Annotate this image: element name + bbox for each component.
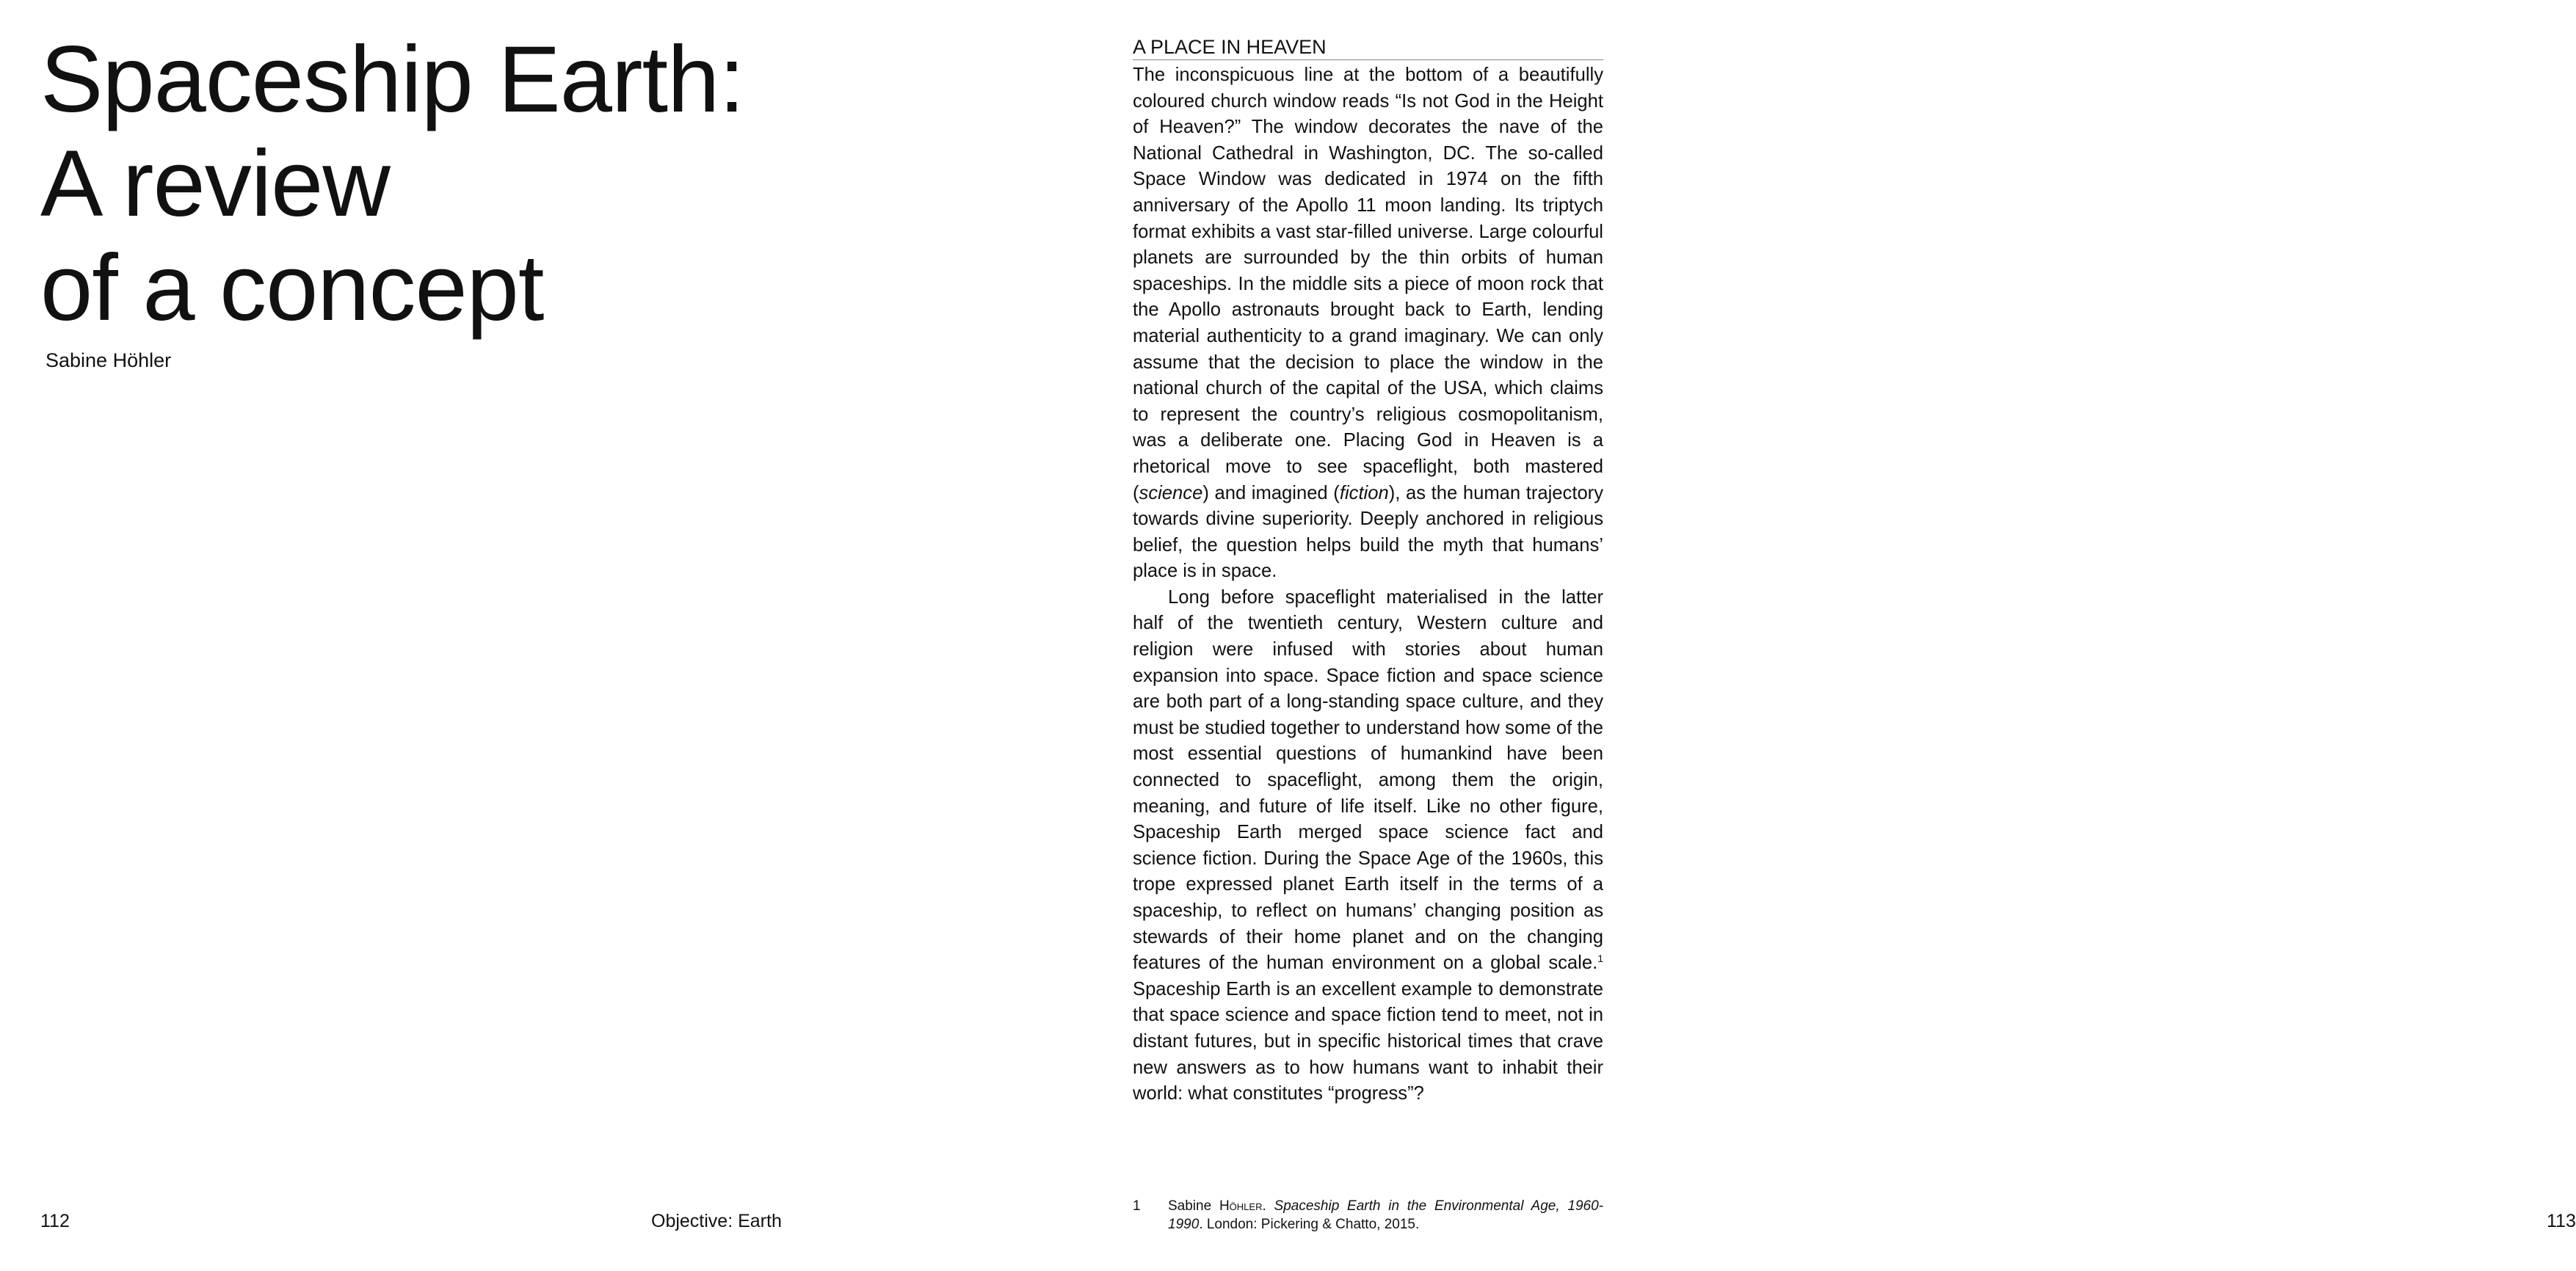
footnote bbox=[1133, 1197, 1603, 1234]
paragraph-1-part-1: The inconspicuous line at the bottom of a beautifully coloured church window reads “Is not God in the Height of Heaven?” The window decorates the nave of the National Cathedral in Washington, DC. The so-called Space Window was dedicated in 1974 on the fifth anniversary of the Apollo 11 moon landing. Its triptych format exhibits a vast star-filled universe. Large colourful planets are surrounded by the thin orbits of human spaceships. In the middle sits a piece of moon rock that the Apollo astronauts brought back to Earth, lending material authenticity to a grand imaginary. We can only assume that the decision to place the window in the national church of the capital of the USA, which claims to represent the country’s religious cosmopolitanism, was a deliberate one. Placing God in Heaven is a rhetorical move to see spaceflight, both mastered ( bbox=[1133, 65, 1603, 503]
title-line-2: A review bbox=[40, 131, 390, 236]
emphasis-fiction: fiction bbox=[1339, 482, 1389, 503]
footnote-book-title: Spaceship Earth in the Environmental Age, 1960-1990 bbox=[1168, 1198, 1603, 1232]
footnote-author-first: Sabine bbox=[1168, 1198, 1219, 1214]
article-title bbox=[40, 28, 744, 340]
footnote-publication: . London: Pickering & Chatto, 2015. bbox=[1199, 1217, 1420, 1232]
footnote-text: Sabine Höhler. Spaceship Earth in the Environmental Age, 1960-1990. London: Pickering & Chatto, 2015. bbox=[1168, 1198, 1603, 1232]
paragraph-2-part-2: Spaceship Earth is an excellent example to demonstrate that space science and space fiction tend to meet, not in distant futures, but in specific historical times that crave new answers as to how humans want to inhabit their world: what constitutes “progress”? bbox=[1133, 978, 1603, 1104]
emphasis-science: science bbox=[1139, 482, 1203, 503]
footnote-author-last: Höhler bbox=[1219, 1198, 1263, 1214]
page-number-left: 112 bbox=[40, 1211, 70, 1231]
running-head: Objective: Earth bbox=[651, 1211, 782, 1231]
paragraph-1-part-3: ), as the human trajectory towards divine superiority. Deeply anchored in religious belief, the question helps build the myth that humans’ place is in space. bbox=[1133, 482, 1603, 582]
paragraph-2-part-1: Long before spaceflight materialised in the latter half of the twentieth century, Western culture and religion were infused with stories about human expansion into space. Space fiction and space science are both part of a long-standing space culture, and they must be studied together to understand how some of the most essential questions of humankind have been connected to spaceflight, among them the origin, meaning, and future of life itself. Like no other figure, Spaceship Earth merged space science fact and science fiction. During the Space Age of the 1960s, this trope expressed planet Earth itself in the terms of a spaceship, to reflect on humans’ changing position as stewards of their home planet and on the changing features of the human environment on a global scale. bbox=[1133, 586, 1603, 974]
body-column bbox=[1133, 35, 1603, 1107]
paragraph-1-part-2: ) and imagined ( bbox=[1202, 482, 1340, 503]
section-heading: A PLACE IN HEAVEN bbox=[1133, 35, 1603, 60]
left-page bbox=[0, 0, 867, 1271]
title-line-1: Spaceship Earth: bbox=[40, 27, 744, 132]
paragraph-1 bbox=[1133, 62, 1603, 585]
footnote-reference[interactable]: 1 bbox=[1597, 953, 1603, 965]
author-name: Sabine Höhler bbox=[46, 349, 172, 371]
paragraph-2 bbox=[1133, 585, 1603, 1107]
title-line-3: of a concept bbox=[40, 236, 544, 340]
footnote-number: 1 bbox=[1133, 1198, 1141, 1214]
page-number-right: 113 bbox=[2547, 1211, 2576, 1231]
